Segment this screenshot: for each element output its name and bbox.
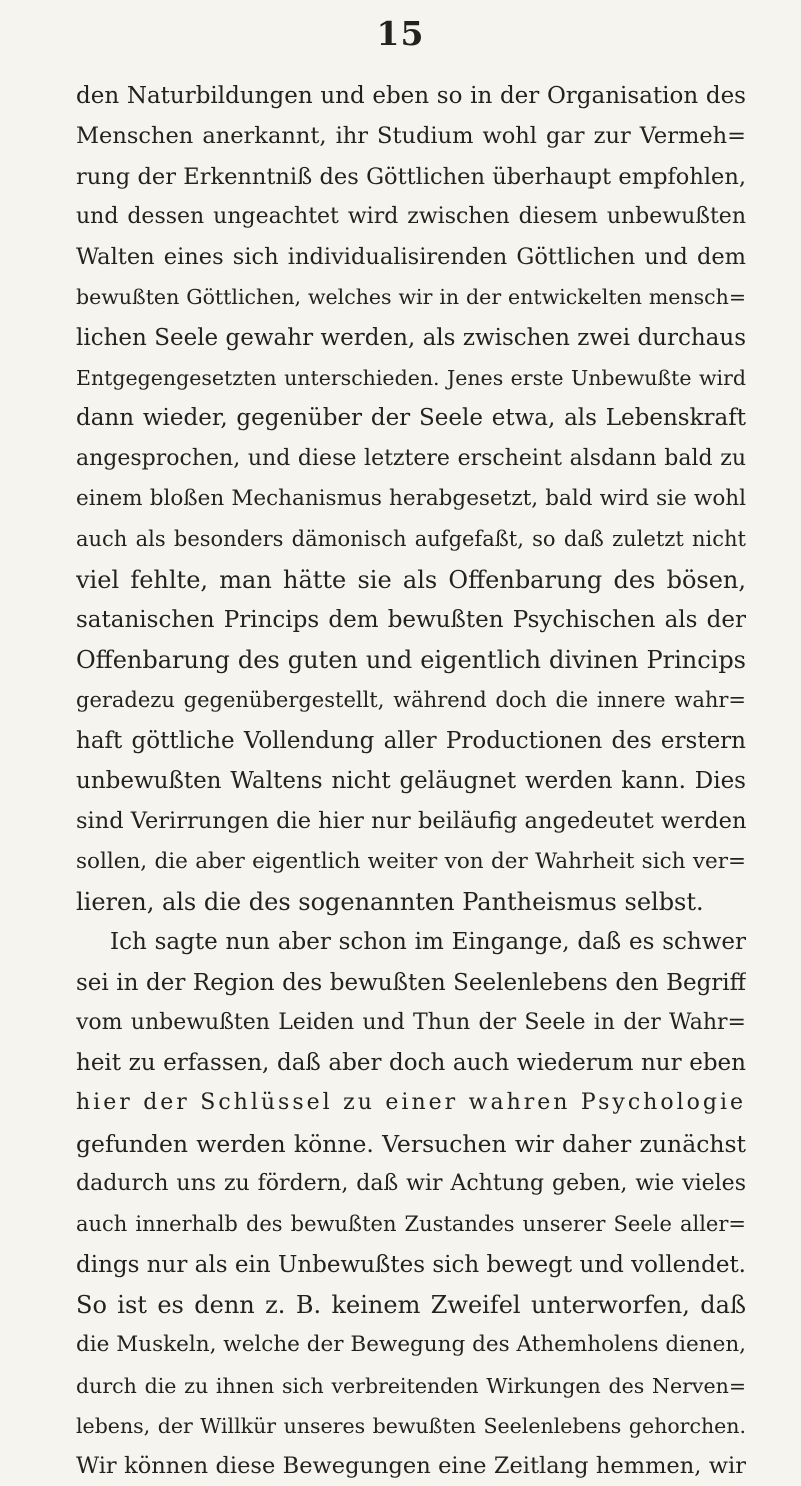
text-line: sei in der Region des bewußten Seelenlebens den Begriff — [76, 969, 746, 996]
text-line: auch als besonders dämonisch aufgefaßt, so daß zuletzt nicht — [76, 527, 746, 552]
text-line: lebens, der Willkür unseres bewußten Seelenlebens gehorchen. — [76, 1413, 746, 1438]
text-line: dadurch uns zu fördern, daß wir Achtung geben, wie vieles — [76, 1171, 746, 1197]
text-line: heit zu erfassen, daß aber doch auch wiederum nur eben — [76, 1050, 746, 1077]
text-line: den Naturbildungen und eben so in der Organisation des — [76, 83, 746, 109]
text-line: unbewußten Waltens nicht geläugnet werden kann. Dies — [76, 768, 746, 795]
text-line: geradezu gegenübergestellt, während doch die innere wahr= — [76, 688, 746, 713]
text-line: die Muskeln, welche der Bewegung des Athemholens dienen, — [76, 1332, 746, 1358]
text-line: angesprochen, und diese letztere erscheint alsdann bald zu — [76, 445, 746, 471]
text-line: sind Verirrungen die hier nur beiläufig angedeutet werden — [76, 808, 746, 835]
text-line: gefunden werden könne. Versuchen wir daher zunächst — [76, 1129, 746, 1158]
text-line: dings nur als ein Unbewußtes sich bewegt und vollendet. — [76, 1251, 746, 1278]
text-line: auch innerhalb des bewußten Zustandes unserer Seele aller= — [76, 1212, 746, 1237]
text-line: sollen, die aber eigentlich weiter von der Wahrheit sich ver= — [76, 848, 746, 874]
text-line: einem bloßen Mechanismus herabgesetzt, bald wird sie wohl — [76, 485, 746, 511]
text-line: Wir können diese Bewegungen eine Zeitlang hemmen, wir — [76, 1453, 746, 1480]
text-line: Ich sagte nun aber schon im Eingange, daß es schwer — [110, 929, 746, 956]
page-number: 15 — [376, 14, 425, 53]
text-line: So ist es denn z. B. keinem Zweifel unterworfen, daß — [76, 1290, 746, 1319]
text-line: und dessen ungeachtet wird zwischen diesem unbewußten — [76, 203, 746, 229]
text-line: Offenbarung des guten und eigentlich divinen Princips — [76, 646, 746, 675]
text-line: haft göttliche Vollendung aller Productionen des erstern — [76, 727, 746, 754]
text-line: durch die zu ihnen sich verbreitenden Wirkungen des Nerven= — [76, 1373, 746, 1398]
text-line: Walten eines sich individualisirenden Göttlichen und dem — [76, 244, 746, 271]
text-line: viel fehlte, man hätte sie als Offenbarung des bösen, — [76, 565, 746, 594]
text-line: bewußten Göttlichen, welches wir in der entwickelten mensch= — [76, 285, 746, 310]
text-line: satanischen Princips dem bewußten Psychischen als der — [76, 606, 746, 633]
text-line: vom unbewußten Leiden und Thun der Seele in der Wahr= — [76, 1009, 746, 1035]
body-text — [76, 76, 746, 1486]
text-line: hier der Schlüssel zu einer wahren Psychologie — [76, 1090, 746, 1116]
text-line: rung der Erkenntniß des Göttlichen überhaupt empfohlen, — [76, 163, 746, 190]
text-line: Entgegengesetzten unterschieden. Jenes erste Unbewußte wird — [76, 366, 746, 391]
text-line: dann wieder, gegenüber der Seele etwa, als Lebenskraft — [76, 405, 746, 432]
text-line: lichen Seele gewahr werden, als zwischen zwei durchaus — [76, 324, 746, 351]
text-line: lieren, als die des sogenannten Pantheismus selbst. — [76, 887, 704, 916]
text-line: Menschen anerkannt, ihr Studium wohl gar zur Vermeh= — [76, 123, 746, 150]
